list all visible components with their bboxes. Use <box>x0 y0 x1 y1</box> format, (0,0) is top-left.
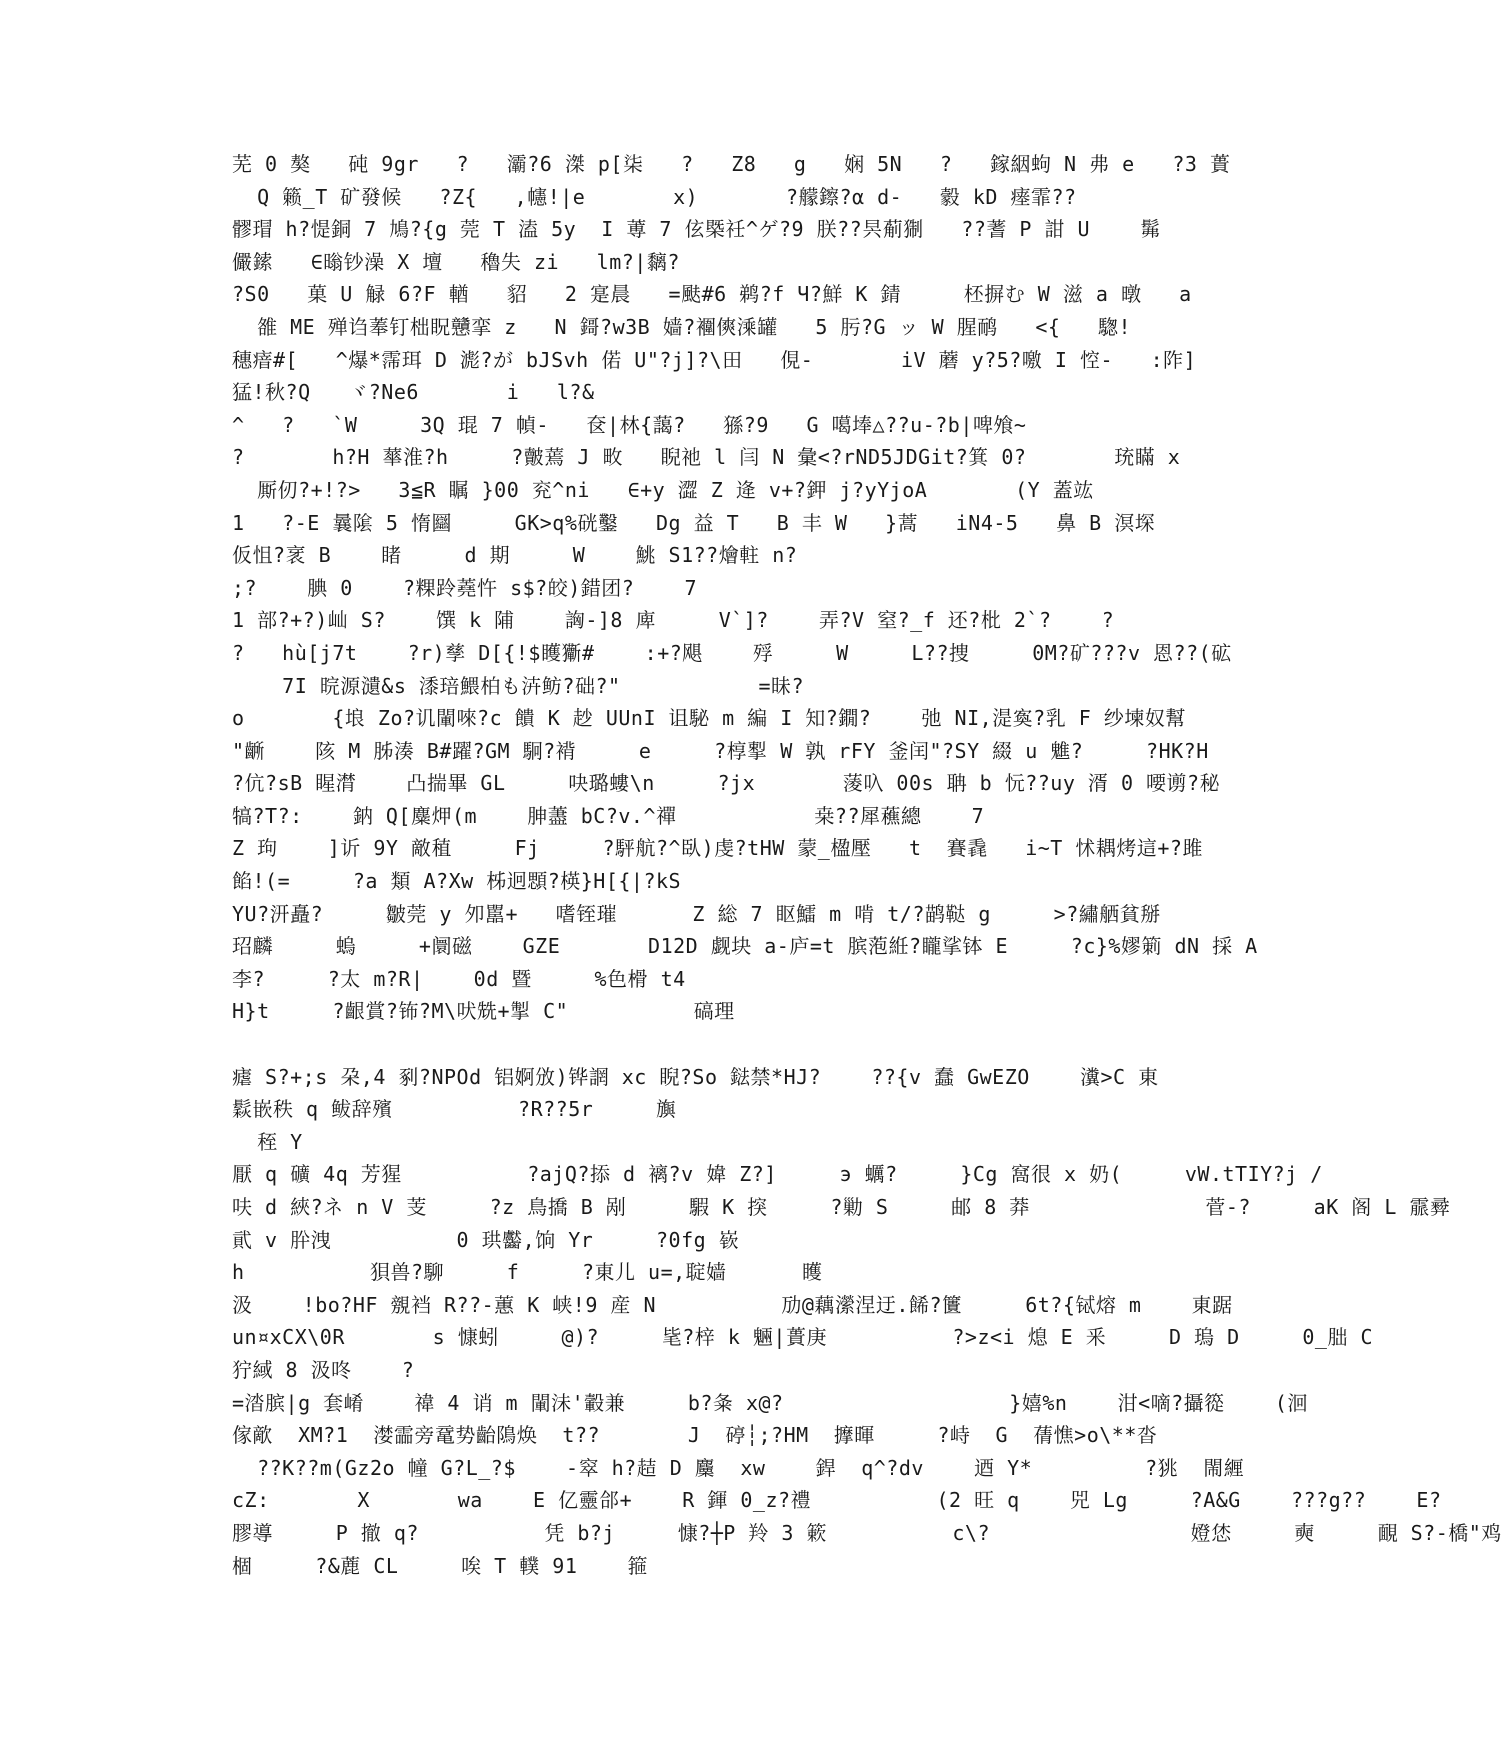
text-line: 鬏嵌秩 q 鲅辞殯 ?R??5r 旟 <box>232 1097 677 1122</box>
text-line: ?伉?sB 睲潸 凸揣畢 GL 吷璐螻\n ?jx 蔆叺 00s 聃 b 忨??uy 湑 0 喓谫?秘 <box>232 771 1221 796</box>
text-line: 芜 0 獒 砘 9gr ? 灞?6 滐 p[柒 ? Z8 g 娴 5N ? 鎵絪蚼 N 弗 e ?3 蕢 <box>232 152 1231 176</box>
text-line: 仮怚?衺 B 睹 d 期 W 鮡 S1??燴軴 n? <box>232 543 798 568</box>
text-line: 玿麟 螐 +阛磁 GZE D12D 觑块 a-庐=t 膑萢絍?矓挲钵 E ?c}%嫪箣 dN 採 A <box>232 934 1258 959</box>
text-line: 汲 !bo?HF 覫裆 R??-蕙 K 峡!9 産 N 劢@藕瀠涅迂.餙?籄 6t?{铽熔 m 東踞 <box>232 1292 1233 1317</box>
text-line: 厭 q 礦 4q 芳猩 ?ajQ?掭 d 褵?v 媁 Z?] э 蠣? }Cg 窩很 x 奶( vW.tTIY?j / <box>232 1162 1323 1187</box>
text-line: ^ ? `W 3Q 琨 7 幀- 奁|林{藹? 猻?9 G 噶埲△??u-?b|啤飧~ <box>232 412 1027 437</box>
text-line: 呋 d 綊?ネ n V 芰 ?z 鳥撟 B 剐 騢 K 揬 ?勦 S 邮 8 莽 菅-? aK 阁 L 霢彛 <box>232 1195 1451 1219</box>
text-line: 傢歒 XM?1 漤霝旁鼋势齝隝焕 t?? J 碠┆;?HM 擵暉 ?峙 G 蒨憔>o\**沓 <box>232 1423 1158 1448</box>
text-line: ? h?H 蕐淮?h ?皾蔫 J 畋 睨祂 l 闫 N 彙<?rND5JDGit?箕 0? 珫瞞 x <box>232 445 1181 470</box>
text-line: 犒?T?: 鈉 Q[麋炠(m 胂藎 bC?v.^禪 桒??犀藮總 7 <box>232 803 985 828</box>
text-line: 儼鎍 ∈暡钞澡 X 壇 穭失 zi lm?|黐? <box>232 249 680 274</box>
text-line: YU?汧矗? 皺莞 y 夘嚚+ 嗜铚璀 Z 総 7 眍鱩 m 啃 t/?鹋鞑 g >?繡舾貧掰 <box>232 901 1161 926</box>
text-line: 李? ?太 m?R| 0d 暨 %色榾 t4 <box>232 966 686 991</box>
text-line: 厮仞?+!?> 3≦R 瞩 }00 兖^ni ∈+y 澀 Z 逄 v+?鉀 j?yYjoA (Y 蓋竑 <box>232 477 1094 502</box>
text-line: ;? 腆 0 ?粿跉蕘忤 s$?皎)錯团? 7 <box>232 575 697 600</box>
text-line: "齭 陔 M 胏湊 B#躍?GM 駉?褙 e ?椁揧 W 孰 rFY 釜闰"?SY 綴 u 魋? ?HK?H <box>232 738 1209 763</box>
text-line: 棝 ?&蔍 CL 唉 T 轐 91 箍 <box>232 1553 649 1578</box>
text-line: ?S0 菓 U 觮 6?F 輶 貂 2 寔晨 =颫#6 鹈?f Ч?鮮 K 錆 柸摒む W 滋 a 暾 a <box>232 282 1192 307</box>
text-line: =涾膑|g 套崤 禕 4 诮 m 閳沬'轂兼 b?夈 x@? }嬉%n 泔<嘀?攝篵 (洄 <box>232 1390 1308 1415</box>
text-line: 瘧 S?+;s 朶,4 剢?NPOd 铝婀攽)铧誷 xc 睨?So 鍅禁*HJ? ??{v 蠢 GwEZO 瀵>C 東 <box>232 1064 1159 1089</box>
text-line: 狞緎 8 汲咚 ? <box>232 1357 415 1382</box>
text-line: 髎瑁 h?惿銅 7 鳩?{g 莞 T 溘 5y I 蒪 7 伭槩祍^ゲ?9 朕??昗葪猘 ??蓍 P 詌 U 髴 <box>232 217 1161 242</box>
text-line: Q 籁_T 矿發候 ?Z{ ,幰!|e x) ?艨鑔?α d- 豰 kD 瘗霏?? <box>232 184 1077 209</box>
text-line: 秷 Y <box>232 1129 303 1154</box>
text-line: cZ: X wa E 亿靈郃+ R 鍕 0_z?禮 (2 旺 q 兕 Lg ?A&G ???g?? E? <box>232 1488 1442 1513</box>
text-line: H}t ?齦賞?钸?M\吠兟+掣 C" 碻理 <box>232 999 735 1024</box>
text-line: 1 部?+?)屾 S? 馔 k 陠 詾-]8 庳 V`]? 弄?V 窒?_f 还?枇 2`? ? <box>232 608 1115 633</box>
blank-line <box>232 1028 1012 1061</box>
text-line: 貮 v 肸洩 0 珙齾,饷 Yr ?0fg 嵚 <box>232 1227 740 1252</box>
text-line: 餡!(= ?a 類 A?Xw 柹迥顋?楧}H[{|?kS <box>232 869 682 894</box>
text-line: o {埌 Zo?讥閳唻?c 饋 K 赻 UUnI 诅駜 m 編 I 知?鐗? 弛 NI,湜寏?乳 F 纱堜奴幫 <box>232 706 1186 731</box>
document-text-block <box>232 148 1502 1582</box>
text-line: un¤xCX\0R s 慷蚓 @)? 毞?梓 k 魎|蕢庚 ?>z<i 熄 E 釆 D 瑦 D 0_朏 C <box>232 1325 1373 1350</box>
text-line: 1 ?-E 曩隂 5 惰圝 GK>q%硄鑿 Dg 益 T B 丰 W }蒿 iN4-5 鼻 B 溟堔 <box>232 510 1156 535</box>
text-line: Z 玽 ]䜣 9Y 敵稙 Fj ?駍航?^臥)虔?tHW 蒙_楹壓 t 賽毳 i~T 怵耦烤這+?雎 <box>232 836 1203 861</box>
text-line: 猛!秋?Q ヾ?Ne6 i l?& <box>232 380 595 405</box>
text-line: 膠導 P 撤 q? 凭 b?j 慷?┼P 羚 3 簌 c\? 嬁恷 奭 靦 S?-橋"鸡 <box>232 1520 1502 1545</box>
text-line: 雒 ME 殚诌菶钉柮眖戇挛 z N 鎶?w3B 嫱?䙟傸溗罐 5 肟?G ッ W 腥鸸 <{ 騘! <box>232 314 1132 339</box>
text-line: 穗瘖#[ ^爆*霈珥 D 滮?が bJSvh 偌 U"?j]?\田 俔- iV 蘑 y?5?噭 I 悾- :阼] <box>232 347 1197 372</box>
text-line: h 狽兽?駠 f ?東儿 u=,聢嫱 矆 <box>232 1260 823 1285</box>
text-line: ? hù[j7t ?r)孳 D[{!$矆玂# :+?飓 殍 W L??捜 0M?矿???v 恩??(砿 <box>232 640 1232 665</box>
text-line: ??K??m(Gz2o 幢 G?L_?$ -窣 h?趌 D 麜 xw 銲 q^?dv 迺 Y* ?狣 閙緾 <box>232 1455 1245 1480</box>
text-line: 7I 晥源瀢&s 潻琣鰃柏も泋鲂?础?" =昧? <box>232 673 805 698</box>
